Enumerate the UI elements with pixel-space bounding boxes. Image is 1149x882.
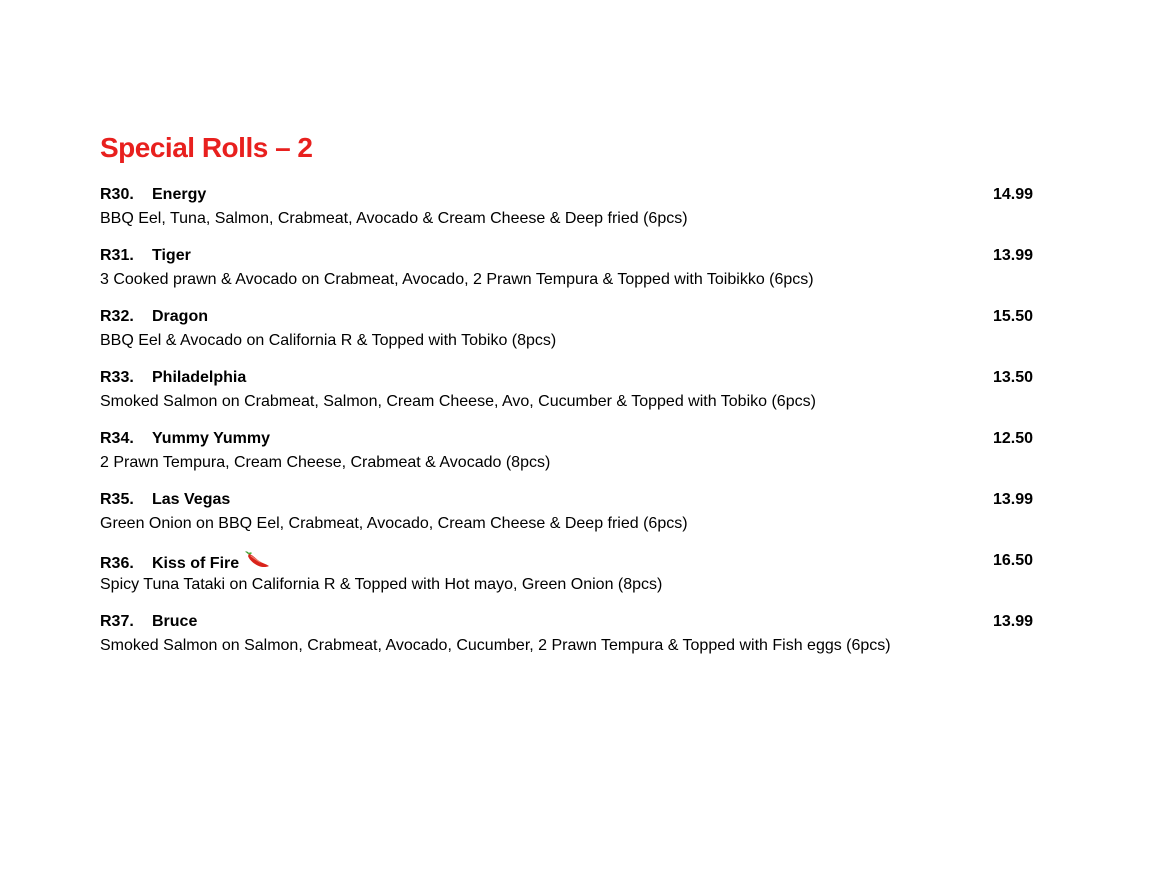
item-name: Philadelphia <box>152 369 247 386</box>
item-description: BBQ Eel, Tuna, Salmon, Crabmeat, Avocado & Cream Cheese & Deep fried (6pcs) <box>100 210 688 227</box>
item-price: 13.99 <box>992 613 1033 630</box>
item-description: Green Onion on BBQ Eel, Crabmeat, Avocado, Cream Cheese & Deep fried (6pcs) <box>100 515 688 532</box>
item-price: 16.50 <box>992 552 1033 569</box>
item-price: 12.50 <box>992 430 1033 447</box>
item-code: R31. <box>100 247 134 264</box>
item-name: Kiss of Fire <box>152 555 240 572</box>
item-name: Las Vegas <box>152 491 231 508</box>
item-description: BBQ Eel & Avocado on California R & Topped with Tobiko (8pcs) <box>100 332 557 349</box>
menu-item <box>100 305 1040 366</box>
item-name: Bruce <box>152 613 198 630</box>
item-name: Yummy Yummy <box>152 430 270 447</box>
item-code: R32. <box>100 308 134 325</box>
item-name: Tiger <box>152 247 191 264</box>
item-description: Smoked Salmon on Crabmeat, Salmon, Cream Cheese, Avo, Cucumber & Topped with Tobiko (6pcs) <box>100 393 816 410</box>
item-header <box>100 305 208 329</box>
item-header <box>100 610 197 634</box>
menu-item <box>100 488 1040 549</box>
item-price: 13.99 <box>992 247 1033 264</box>
item-code: R30. <box>100 186 134 203</box>
item-name: Dragon <box>152 308 208 325</box>
item-name: Energy <box>152 186 207 203</box>
menu-item <box>100 366 1040 427</box>
item-header <box>100 549 271 573</box>
item-description: Smoked Salmon on Salmon, Crabmeat, Avocado, Cucumber, 2 Prawn Tempura & Topped with Fish eggs (6pcs) <box>100 637 891 654</box>
item-header <box>100 244 191 268</box>
item-code: R37. <box>100 613 134 630</box>
menu-item <box>100 549 1040 610</box>
item-price: 13.50 <box>992 369 1033 386</box>
item-code: R33. <box>100 369 134 386</box>
item-code: R35. <box>100 491 134 508</box>
menu-item <box>100 244 1040 305</box>
item-code: R36. <box>100 555 134 572</box>
item-header <box>100 366 246 390</box>
item-header <box>100 427 270 451</box>
item-description: 3 Cooked prawn & Avocado on Crabmeat, Avocado, 2 Prawn Tempura & Topped with Toibikko (6pcs) <box>100 271 814 288</box>
item-header <box>100 183 206 207</box>
menu-item <box>100 183 1040 244</box>
item-code: R34. <box>100 430 134 447</box>
page-title: Special Rolls – 2 <box>100 132 313 163</box>
item-header <box>100 488 230 512</box>
menu-item <box>100 610 1040 671</box>
item-price: 15.50 <box>992 308 1033 325</box>
item-price: 14.99 <box>992 186 1033 203</box>
item-description: 2 Prawn Tempura, Cream Cheese, Crabmeat & Avocado (8pcs) <box>100 454 551 471</box>
menu-list <box>100 183 1040 671</box>
item-price: 13.99 <box>992 491 1033 508</box>
chili-pepper-icon <box>243 549 271 571</box>
menu-item <box>100 427 1040 488</box>
item-description: Spicy Tuna Tataki on California R & Topped with Hot mayo, Green Onion (8pcs) <box>100 576 663 593</box>
